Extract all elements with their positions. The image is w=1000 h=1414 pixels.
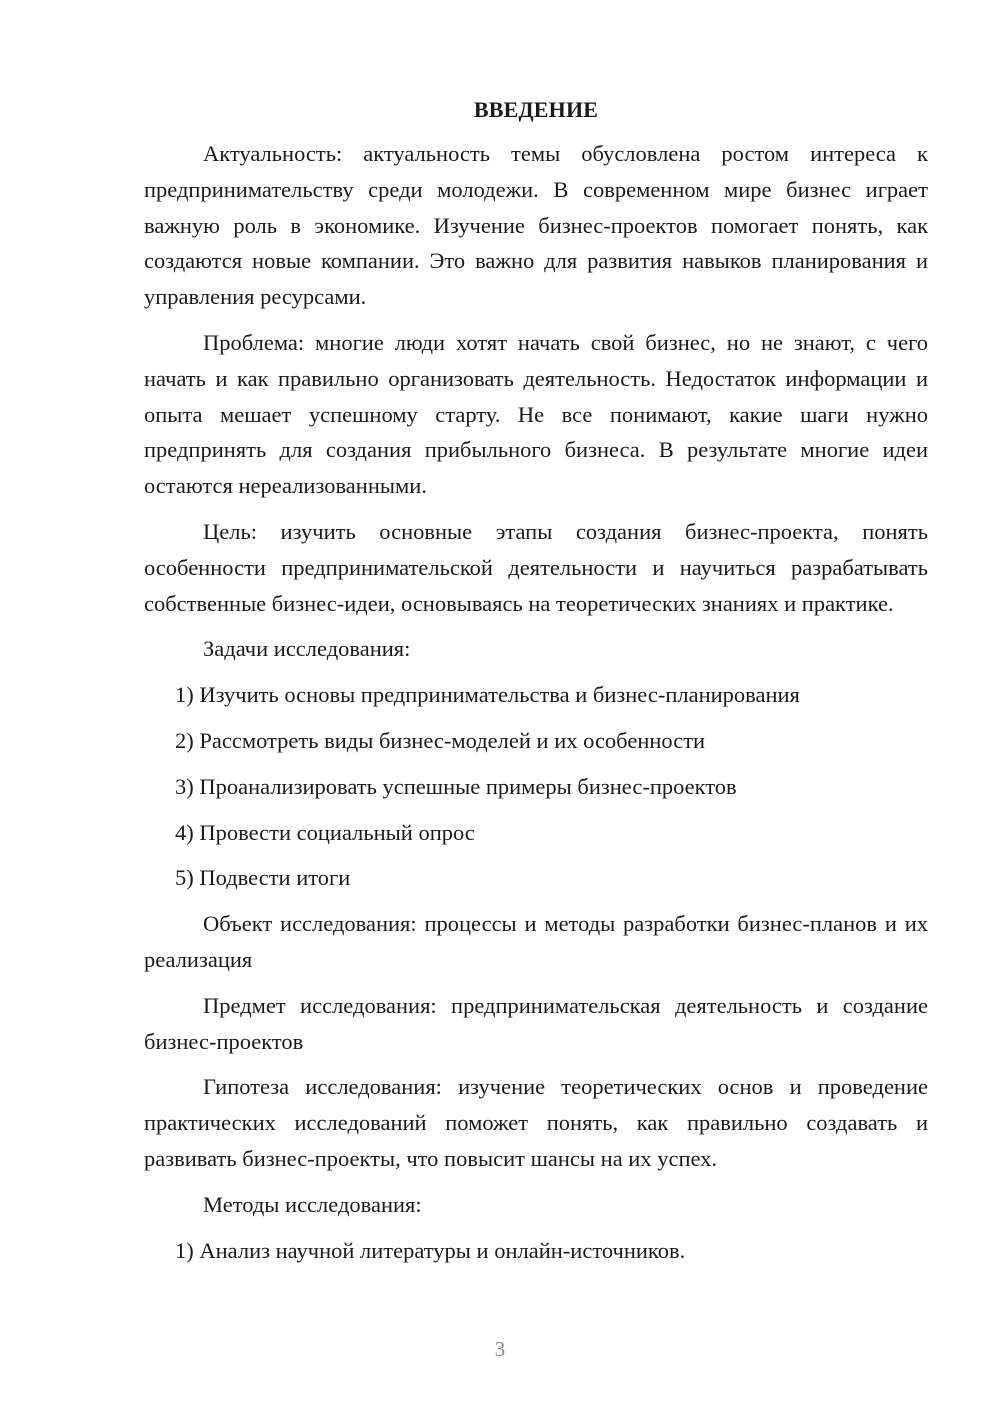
relevance-paragraph: Актуальность: актуальность темы обусловлена ростом интереса к предпринимательству среди молодежи. В современном мире бизнес играет важную роль в экономике. Изучение бизнес-проектов помогает понять, как создаются новые компании. Это важно для развития навыков планирования и управления ресурсами. [144, 141, 928, 310]
tasks-list [144, 677, 928, 896]
methods-list [144, 1233, 928, 1269]
hypothesis-paragraph: Гипотеза исследования: изучение теоретических основ и проведение практических исследований поможет понять, как правильно создавать и развивать бизнес-проекты, что повысит шансы на их успех. [144, 1074, 928, 1171]
list-item: 2) Рассмотреть виды бизнес-моделей и их особенности [175, 727, 706, 753]
list-item: 5) Подвести итоги [175, 865, 351, 891]
document-page [144, 92, 928, 1278]
list-item: 1) Анализ научной литературы и онлайн-источников. [175, 1237, 686, 1263]
section-title: ВВЕДЕНИЕ [473, 97, 599, 122]
tasks-heading: Задачи исследования: [203, 636, 411, 662]
methods-heading: Методы исследования: [203, 1191, 422, 1217]
list-item: 1) Изучить основы предпринимательства и бизнес-планирования [175, 682, 800, 708]
goal-paragraph: Цель: изучить основные этапы создания бизнес-проекта, понять особенности предпринимательской деятельности и научиться разрабатывать собственные бизнес-идеи, основываясь на теоретических знаниях и практике. [144, 518, 928, 616]
object-paragraph: Объект исследования: процессы и методы разработки бизнес-планов и их реализация [144, 911, 928, 972]
list-item: 4) Провести социальный опрос [175, 819, 475, 845]
list-item: 3) Проанализировать успешные примеры бизнес-проектов [175, 773, 737, 799]
page-number: 3 [494, 1337, 506, 1361]
subject-paragraph: Предмет исследования: предпринимательская деятельность и создание бизнес-проектов [144, 992, 928, 1054]
problem-paragraph: Проблема: многие люди хотят начать свой бизнес, но не знают, с чего начать и как правильно организовать деятельность. Недостаток информации и опыта мешает успешному старту. Не все понимают, какие шаги нужно предпринять для создания прибыльного бизнеса. В результате многие идеи остаются нереализованными. [144, 329, 928, 499]
